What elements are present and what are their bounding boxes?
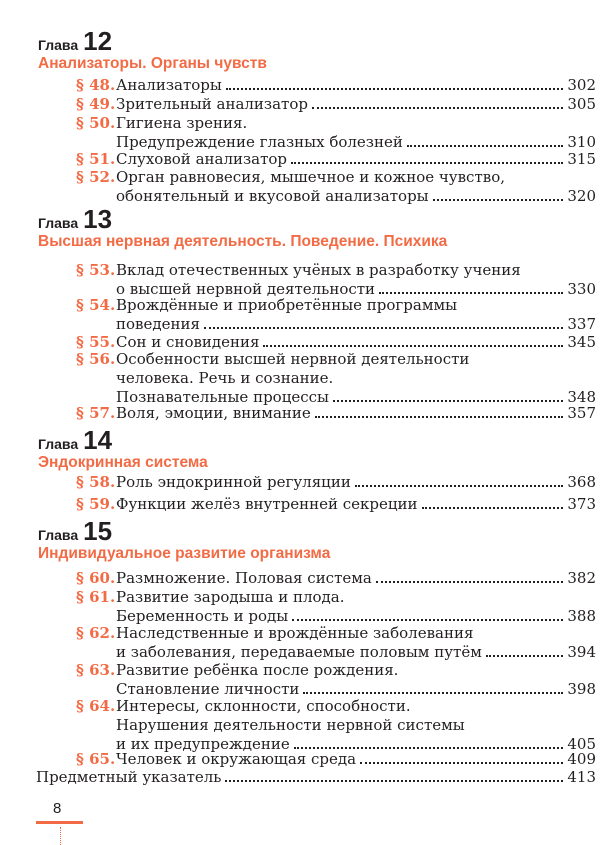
entry-title-line: Беременность и роды (116, 606, 289, 625)
entry-title-line: Сон и сновидения (116, 333, 260, 351)
leader-dots (422, 507, 564, 509)
entry-page-number: 382 (567, 569, 596, 587)
leader-dots (433, 199, 564, 201)
subject-index-page: 413 (567, 768, 596, 786)
leader-dots (360, 762, 563, 764)
chapter-13 (38, 206, 447, 251)
entry-title-line: Развитие зародыша и плода. (116, 588, 345, 606)
chapter-12 (38, 28, 267, 73)
entry-title-line: Человек и окружающая среда (116, 750, 357, 768)
entry-title-line: Интересы, склонности, способности. (116, 697, 411, 715)
entry-page-number: 368 (567, 473, 596, 491)
section-number: § 56. (76, 350, 116, 368)
section-number: § 57. (76, 404, 116, 422)
chapter-number: 15 (83, 516, 113, 546)
leader-dots (312, 107, 563, 109)
entry-page-number: 330 (567, 279, 596, 298)
chapter-title[interactable]: Анализаторы. Органы чувств (38, 55, 267, 72)
entry-page-number: 405 (567, 734, 596, 753)
entry-title-line: Познавательные процессы (116, 387, 329, 406)
entry-page-number: 394 (567, 642, 596, 661)
section-number: § 58. (76, 473, 116, 491)
chapter-word: Глава (38, 37, 79, 53)
chapter-heading (38, 206, 447, 232)
entry-page-number: 320 (567, 186, 596, 205)
section-number: § 59. (76, 495, 116, 513)
section-number: § 60. (76, 569, 116, 587)
entry-page-number: 373 (567, 495, 596, 513)
section-number: § 48. (76, 76, 116, 94)
chapter-title[interactable]: Эндокринная система (38, 454, 208, 471)
entry-title-line: Вклад отечественных учёных в разработку учения (116, 261, 521, 279)
toc-entry[interactable] (76, 588, 596, 626)
entry-title-line: обонятельный и вкусовой анализаторы (116, 186, 429, 205)
leader-dots (294, 747, 564, 749)
entry-title-line: Анализаторы (116, 76, 222, 94)
entry-title-line: Воля, эмоции, внимание (116, 404, 311, 422)
chapter-number: 13 (83, 204, 113, 234)
entry-title-line: Развитие ребёнка после рождения. (116, 661, 399, 679)
section-number: § 61. (76, 588, 116, 606)
entry-page-number: 305 (567, 95, 596, 113)
entry-title-line: Зрительный анализатор (116, 95, 308, 113)
entry-title-line: о высшей нервной деятельности (116, 279, 376, 298)
chapter-heading (38, 427, 208, 453)
toc-entry[interactable] (76, 697, 596, 753)
section-number: § 51. (76, 150, 116, 168)
toc-entry[interactable] (76, 473, 596, 492)
toc-entry[interactable] (76, 350, 596, 406)
subject-index-entry[interactable] (36, 768, 596, 786)
toc-entry[interactable] (76, 95, 596, 114)
chapter-number: 12 (83, 26, 113, 56)
entry-page-number: 302 (567, 76, 596, 94)
chapter-15 (38, 518, 330, 563)
section-number: § 62. (76, 624, 116, 642)
chapter-heading (38, 518, 330, 544)
chapter-title[interactable]: Индивидуальное развитие организма (38, 545, 331, 562)
entry-page-number: 388 (567, 606, 596, 625)
leader-dots (407, 145, 564, 147)
chapter-word: Глава (38, 436, 79, 452)
toc-entry[interactable] (76, 76, 596, 95)
entry-title-line: Врождённые и приобретённые программы (116, 296, 458, 314)
entry-title-line: Предупреждение глазных болезней (116, 132, 403, 151)
entry-title-line: Орган равновесия, мышечное и кожное чувство, (116, 168, 505, 186)
entry-title-line: и их предупреждение (116, 734, 290, 753)
leader-dots (486, 655, 564, 657)
toc-entry[interactable] (76, 661, 596, 699)
subject-index-label: Предметный указатель (36, 768, 222, 786)
entry-title-line: Размножение. Половая система (116, 569, 372, 587)
entry-page-number: 409 (567, 750, 596, 768)
entry-title-line: Роль эндокринной регуляции (116, 473, 351, 491)
leader-dots (226, 88, 564, 90)
toc-entry[interactable] (76, 569, 596, 588)
section-number: § 63. (76, 661, 116, 679)
footer-rule (36, 821, 83, 824)
toc-entry[interactable] (76, 624, 596, 662)
chapter-heading (38, 28, 267, 54)
leader-dots (355, 485, 564, 487)
entry-page-number: 337 (567, 314, 596, 333)
toc-entry[interactable] (76, 150, 596, 169)
entry-page-number: 315 (567, 150, 596, 168)
entry-page-number: 398 (567, 679, 596, 698)
leader-dots (204, 327, 563, 329)
toc-entry[interactable] (76, 168, 596, 206)
chapter-14 (38, 427, 208, 472)
entry-title-line: Особенности высшей нервной деятельности (116, 350, 470, 368)
entry-title-line: Становление личности (116, 679, 300, 698)
section-number: § 52. (76, 168, 116, 186)
entry-title-line: поведения (116, 314, 200, 333)
footer-dotted-line (60, 827, 61, 845)
entry-title-line: Нарушения деятельности нервной системы (116, 715, 465, 734)
toc-entry[interactable] (76, 261, 596, 299)
leader-dots (333, 400, 563, 402)
chapter-word: Глава (38, 215, 79, 231)
entry-title-line: Наследственные и врождённые заболевания (116, 624, 474, 642)
entry-title-line: Слуховой анализатор (116, 150, 288, 168)
toc-entry[interactable] (76, 495, 596, 514)
entry-title-line: человека. Речь и сознание. (116, 368, 334, 387)
section-number: § 50. (76, 114, 116, 132)
entry-page-number: 357 (567, 404, 596, 422)
leader-dots (225, 780, 563, 782)
section-number: § 65. (76, 750, 116, 768)
chapter-title[interactable]: Высшая нервная деятельность. Поведение. Психика (38, 233, 448, 250)
leader-dots (315, 416, 564, 418)
section-number: § 55. (76, 333, 116, 351)
chapter-word: Глава (38, 527, 79, 543)
section-number: § 64. (76, 697, 116, 715)
leader-dots (376, 581, 563, 583)
entry-page-number: 348 (567, 387, 596, 406)
section-number: § 54. (76, 296, 116, 314)
leader-dots (291, 162, 563, 164)
entry-title-line: и заболевания, передаваемые половым путём (116, 642, 482, 661)
toc-entry[interactable] (76, 114, 596, 152)
toc-entry[interactable] (76, 404, 596, 423)
section-number: § 49. (76, 95, 116, 113)
leader-dots (263, 345, 563, 347)
chapter-number: 14 (83, 425, 113, 455)
entry-page-number: 345 (567, 333, 596, 351)
toc-entry[interactable] (76, 750, 596, 769)
toc-entry[interactable] (76, 333, 596, 352)
toc-entry[interactable] (76, 296, 596, 334)
leader-dots (292, 619, 563, 621)
page-number: 8 (53, 800, 62, 817)
entry-title-line: Гигиена зрения. (116, 114, 248, 132)
entry-title-line: Функции желёз внутренней секреции (116, 495, 418, 513)
section-number: § 53. (76, 261, 116, 279)
leader-dots (379, 292, 563, 294)
entry-page-number: 310 (567, 132, 596, 151)
leader-dots (303, 692, 563, 694)
